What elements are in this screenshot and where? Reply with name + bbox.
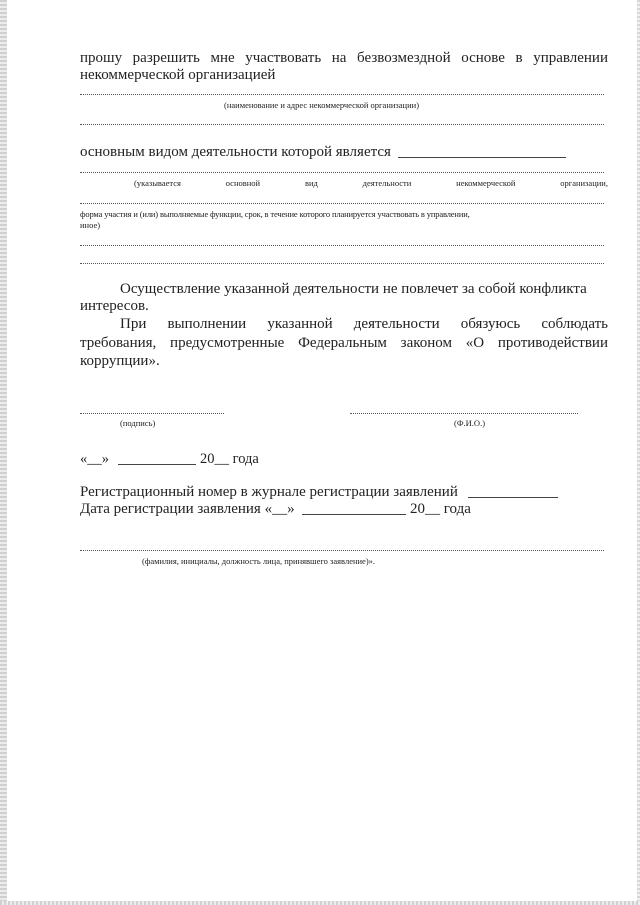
caption-activity-word: организации, (560, 178, 608, 188)
signature-line (80, 413, 224, 414)
caption-activity-word: деятельности (362, 178, 412, 188)
compliance-word: указанной (267, 316, 333, 332)
intro-line-1: прошу разрешить мне участвовать на безвозмездной основе в управлении (80, 50, 608, 66)
date-day: «__» (80, 451, 109, 467)
caption-org-name: (наименование и адрес некоммерческой организации) (224, 100, 420, 110)
main-activity-label: основным видом деятельности которой является (80, 144, 391, 160)
caption-activity-word: некоммерческой (456, 178, 516, 188)
scan-edge-left (0, 0, 7, 905)
conflict-line-1: Осуществление указанной деятельности не повлечет за собой конфликта (120, 281, 587, 297)
compliance-line-3: коррупции». (80, 353, 160, 369)
activity-line-2 (80, 203, 604, 204)
main-activity-line (398, 157, 566, 158)
date-month-line (118, 464, 196, 465)
caption-activity-word: (указывается (134, 178, 181, 188)
compliance-word: выполнении (167, 316, 247, 332)
reg-date-label: Дата регистрации заявления «__» (80, 501, 295, 517)
activity-line-3 (80, 245, 604, 246)
scan-edge-bottom (0, 901, 640, 905)
compliance-word: обязуюсь (460, 316, 521, 332)
activity-line-4 (80, 263, 604, 264)
org-name-line (80, 94, 604, 95)
compliance-word: деятельности (353, 316, 440, 332)
compliance-line-1 (120, 315, 608, 334)
compliance-word: соблюдать (541, 316, 608, 332)
caption-form-line-1: форма участия и (или) выполняемые функции, срок, в течение которого планируется участвовать в управлении, (80, 209, 470, 219)
reg-date-month-line (302, 514, 406, 515)
fio-line (350, 413, 578, 414)
reg-date-year: 20__ года (410, 501, 471, 517)
caption-form-line-2: иное) (80, 220, 101, 230)
compliance-line-2: требования, предусмотренные Федеральным законом «О противодействии (80, 335, 608, 351)
caption-receiver: (фамилия, инициалы, должность лица, принявшего заявление)». (142, 556, 376, 566)
date-year: 20__ года (200, 451, 259, 467)
reg-number-label: Регистрационный номер в журнале регистрации заявлений (80, 484, 458, 500)
caption-activity-word: основной (225, 178, 261, 188)
intro-line-2: некоммерческой организацией (80, 67, 276, 83)
activity-line-1 (80, 172, 604, 173)
reg-number-line (468, 497, 558, 498)
caption-activity (134, 178, 608, 189)
conflict-line-2: интересов. (80, 298, 149, 314)
caption-activity-word: вид (304, 178, 318, 188)
caption-fio: (Ф.И.О.) (454, 418, 486, 428)
receiver-line (80, 550, 604, 551)
org-name-line-2 (80, 124, 604, 125)
compliance-word: При (120, 316, 147, 332)
caption-signature: (подпись) (120, 418, 156, 428)
